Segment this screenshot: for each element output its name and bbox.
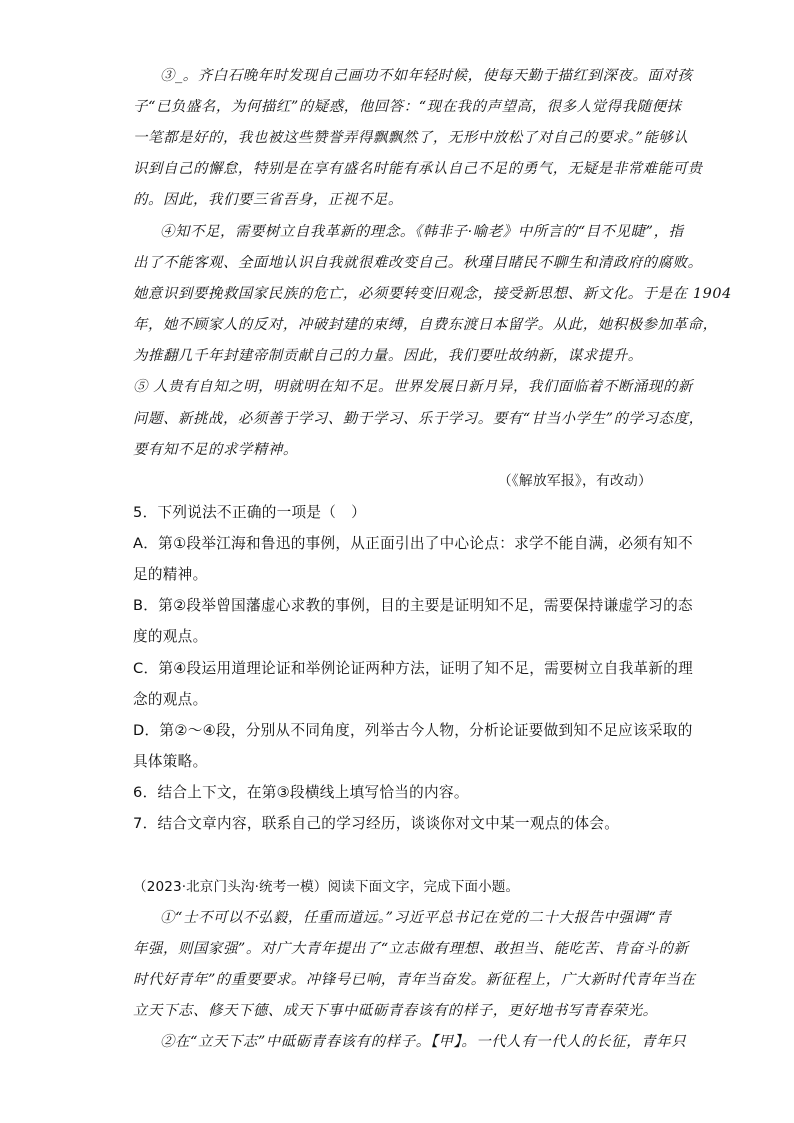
question-6: 6．结合上下文，在第③段横线上填写恰当的内容。 — [133, 784, 469, 801]
option-c-line-2: 念的观点。 — [133, 691, 208, 708]
article-paragraph-4-line-2: 出了不能客观、全面地认识自我就很难改变自己。秋瑾目睹民不聊生和清政府的腐败。 — [133, 255, 703, 271]
section-2-header: （2023·北京门头沟·统考一模）阅读下面文字，完成下面小题。 — [133, 879, 520, 895]
section-2-paragraph-1-line-1: ①“士不可以不弘毅，任重而道远。”习近平总书记在党的二十大报告中强调“青 — [160, 910, 672, 926]
article-paragraph-5-line-1: ⑤ 人贵有自知之明，明就明在知不足。世界发展日新月异，我们面临着不断涌现的新 — [133, 379, 693, 395]
question-7: 7．结合文章内容，联系自己的学习经历，谈谈你对文中某一观点的体会。 — [133, 815, 620, 832]
article-paragraph-5-line-2: 问题、新挑战，必须善于学习、勤于学习、乐于学习。要有“甘当小学生”的学习态度， — [133, 411, 704, 427]
article-paragraph-4-line-3: 她意识到要挽救国家民族的危亡，必须要转变旧观念，接受新思想、新文化。于是在 1904 — [133, 286, 732, 302]
article-paragraph-3-line-3: 一笔都是好的，我也被这些赞誉弄得飘飘然了，无形中放松了对自己的要求。”能够认 — [133, 130, 689, 146]
article-paragraph-5-line-3: 要有知不足的求学精神。 — [133, 442, 298, 458]
article-paragraph-3-line-4: 识到自己的懈怠，特别是在享有盛名时能有承认自己不足的勇气，无疑是非常难能可贵 — [133, 161, 703, 177]
article-paragraph-3-line-5: 的。因此，我们要三省吾身，正视不足。 — [133, 192, 403, 208]
section-2-paragraph-1-line-2: 年强，则国家强”。对广大青年提出了“立志做有理想、敢担当、能吃苦、肯奋斗的新 — [133, 941, 689, 957]
option-b-line-1: B．第②段举曾国藩虚心求教的事例，目的主要是证明知不足，需要保持谦虚学习的态 — [133, 597, 693, 614]
option-d-line-1: D．第②～④段，分别从不同角度，列举古今人物，分析论证要做到知不足应该采取的 — [133, 722, 693, 739]
option-a-line-1: A．第①段举江海和鲁迅的事例，从正面引出了中心论点：求学不能自满，必须有知不 — [133, 535, 693, 552]
section-2-paragraph-1-line-4: 立天下志、修天下德、成天下事中砥砺青春该有的样子，更好地书写青春荣光。 — [133, 1003, 658, 1019]
section-2-paragraph-1-line-3: 时代好青年”的重要要求。冲锋号已响，青年当奋发。新征程上，广大新时代青年当在 — [133, 972, 696, 988]
question-5-stem: 5．下列说法不正确的一项是（ ） — [133, 504, 366, 521]
article-source: （《解放军报》，有改动） — [497, 473, 652, 489]
option-a-line-2: 足的精神。 — [133, 566, 208, 583]
option-d-line-2: 具体策略。 — [133, 753, 208, 770]
article-paragraph-4-line-1: ④知不足，需要树立自我革新的理念。《韩非子·喻老》中所言的“目不见睫”，指 — [160, 224, 684, 240]
option-c-line-1: C．第④段运用道理论证和举例论证两种方法，证明了知不足，需要树立自我革新的理 — [133, 660, 694, 677]
article-paragraph-3-line-1: ③_。齐白石晚年时发现自己画功不如年轻时候，使每天勤于描红到深夜。面对孩 — [160, 68, 693, 84]
article-paragraph-4-line-5: 为推翻几千年封建帝制贡献自己的力量。因此，我们要吐故纳新，谋求提升。 — [133, 348, 643, 364]
article-paragraph-4-line-4: 年，她不顾家人的反对，冲破封建的束缚，自费东渡日本留学。从此，她积极参加革命， — [133, 317, 718, 333]
article-paragraph-3-line-2: 子“已负盛名，为何描红”的疑惑，他回答：“现在我的声望高，很多人觉得我随便抹 — [133, 99, 682, 115]
option-b-line-2: 度的观点。 — [133, 628, 208, 645]
section-2-paragraph-2-line-1: ②在“立天下志”中砥砺青春该有的样子。【甲】。一代人有一代人的长征，青年只 — [160, 1034, 687, 1050]
